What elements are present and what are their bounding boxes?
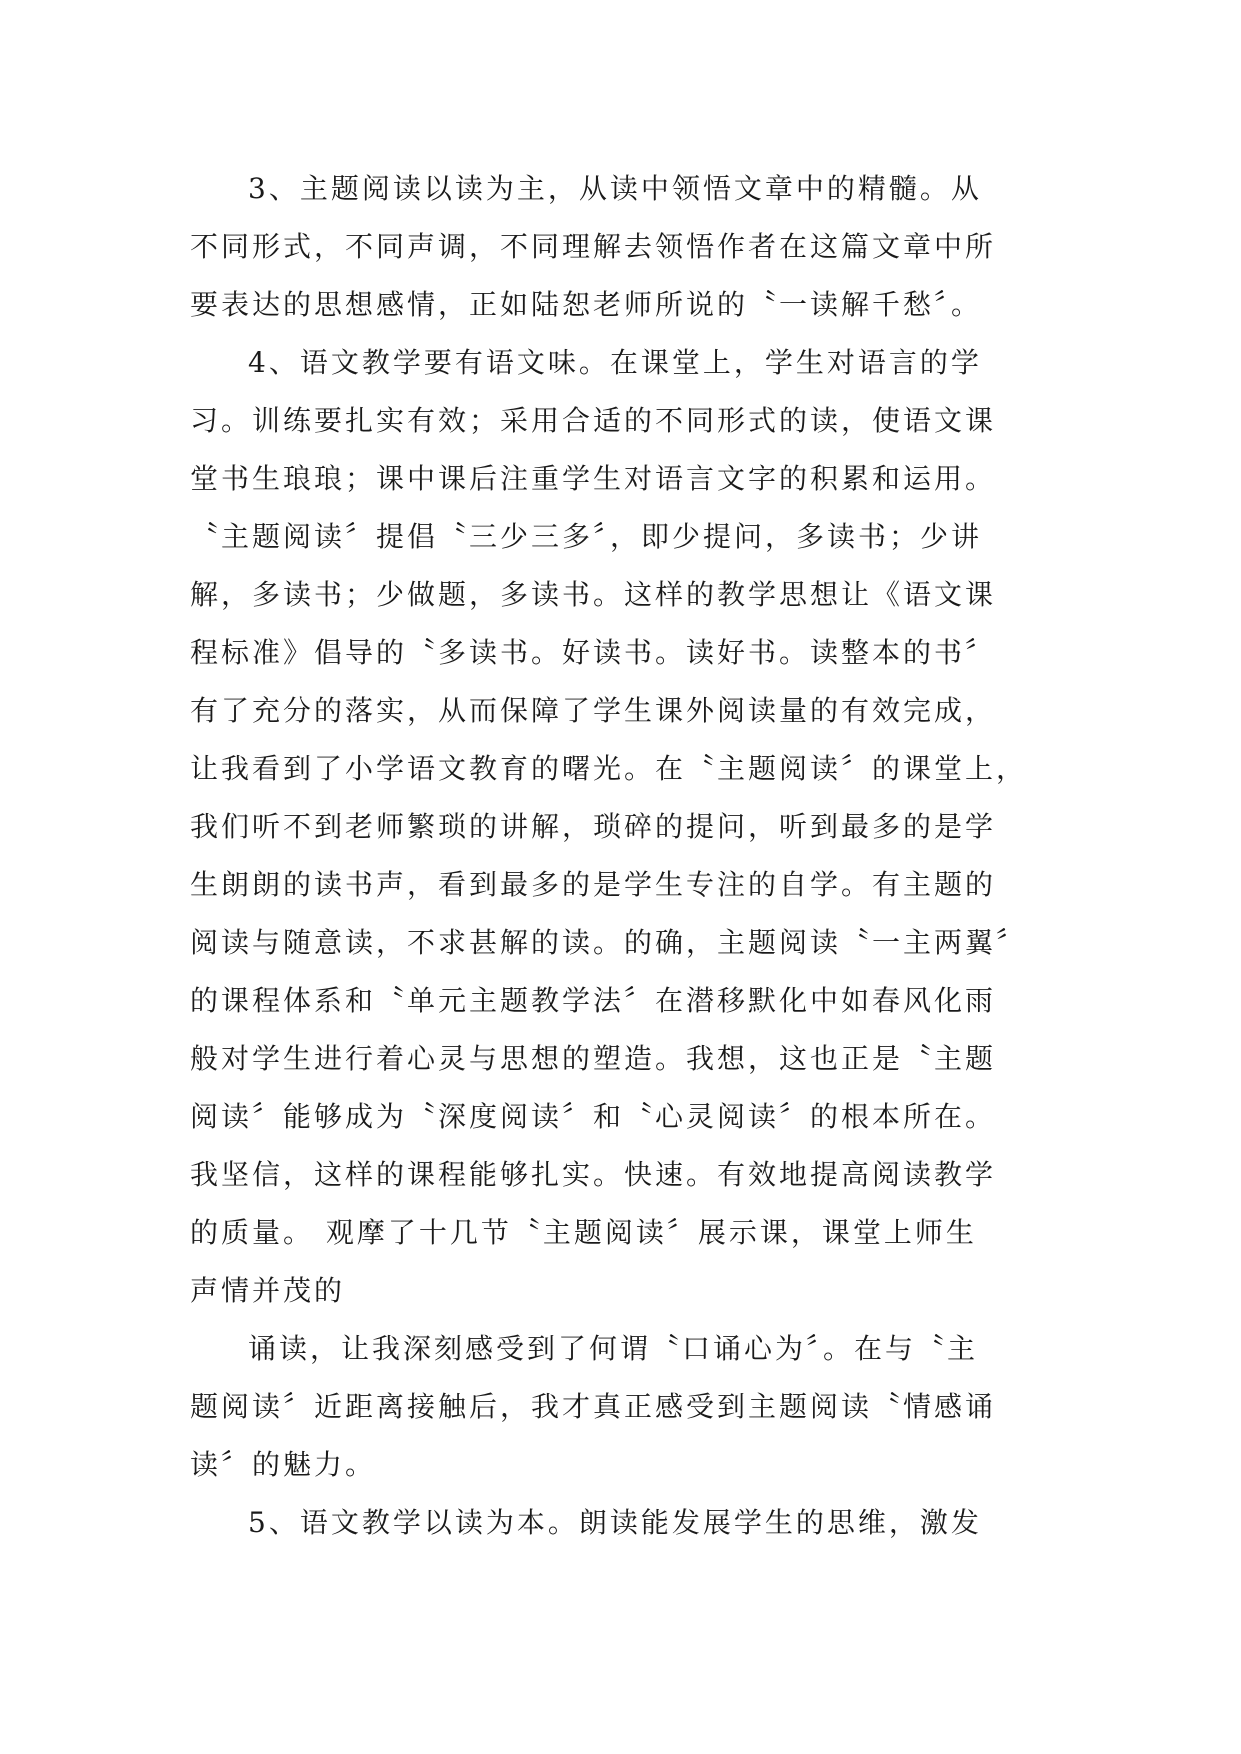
paragraph-4-line-2: 习。训练要扎实有效；采用合适的不同形式的读，使语文课 — [190, 404, 997, 437]
paragraph-recite-line-3: 读〞的魅力。 — [190, 1448, 377, 1481]
paragraph-3-line-1: 3、主题阅读以读为主，从读中领悟文章中的精髓。从 — [248, 172, 982, 205]
paragraph-4-line-8: 让我看到了小学语文教育的曙光。在〝主题阅读〞的课堂上， — [190, 752, 1028, 785]
paragraph-5-line-1: 5、语文教学以读为本。朗读能发展学生的思维，激发 — [248, 1506, 982, 1539]
paragraph-4-line-7: 有了充分的落实，从而保障了学生课外阅读量的有效完成， — [190, 694, 997, 727]
paragraph-4-line-4: 〝主题阅读〞提倡〝三少三多〞，即少提问，多读书；少讲 — [190, 520, 983, 553]
paragraph-4-line-5: 解，多读书；少做题，多读书。这样的教学思想让《语文课 — [190, 578, 997, 611]
paragraph-3-line-2: 不同形式，不同声调，不同理解去领悟作者在这篇文章中所 — [190, 230, 997, 263]
paragraph-4-line-12: 的课程体系和〝单元主题教学法〞在潜移默化中如春风化雨 — [190, 984, 997, 1017]
paragraph-recite-line-2: 题阅读〞近距离接触后，我才真正感受到主题阅读〝情感诵 — [190, 1390, 997, 1423]
paragraph-4-line-15: 我坚信，这样的课程能够扎实。快速。有效地提高阅读教学 — [190, 1158, 997, 1191]
paragraph-4-line-10: 生朗朗的读书声，看到最多的是学生专注的自学。有主题的 — [190, 868, 997, 901]
paragraph-4-line-3: 堂书生琅琅；课中课后注重学生对语言文字的积累和运用。 — [190, 462, 997, 495]
paragraph-4-line-14: 阅读〞能够成为〝深度阅读〞和〝心灵阅读〞的根本所在。 — [190, 1100, 997, 1133]
paragraph-3-line-3: 要表达的思想感情，正如陆恕老师所说的〝一读解千愁〞。 — [190, 288, 983, 321]
paragraph-4-line-9: 我们听不到老师繁琐的讲解，琐碎的提问，听到最多的是学 — [190, 810, 997, 843]
paragraph-4-line-16: 的质量。 观摩了十几节〝主题阅读〞展示课，课堂上师生 — [190, 1216, 977, 1249]
paragraph-4-line-13: 般对学生进行着心灵与思想的塑造。我想，这也正是〝主题 — [190, 1042, 997, 1075]
paragraph-4-line-6: 程标准》倡导的〝多读书。好读书。读好书。读整本的书〞 — [190, 636, 997, 669]
paragraph-4-line-17: 声情并茂的 — [190, 1274, 346, 1307]
paragraph-4-line-1: 4、语文教学要有语文味。在课堂上，学生对语言的学 — [248, 346, 982, 379]
paragraph-recite-line-1: 诵读，让我深刻感受到了何谓〝口诵心为〞。在与〝主 — [248, 1332, 979, 1365]
paragraph-4-line-11: 阅读与随意读，不求甚解的读。的确，主题阅读〝一主两翼〞 — [190, 926, 1028, 959]
body-text — [190, 160, 1070, 1552]
